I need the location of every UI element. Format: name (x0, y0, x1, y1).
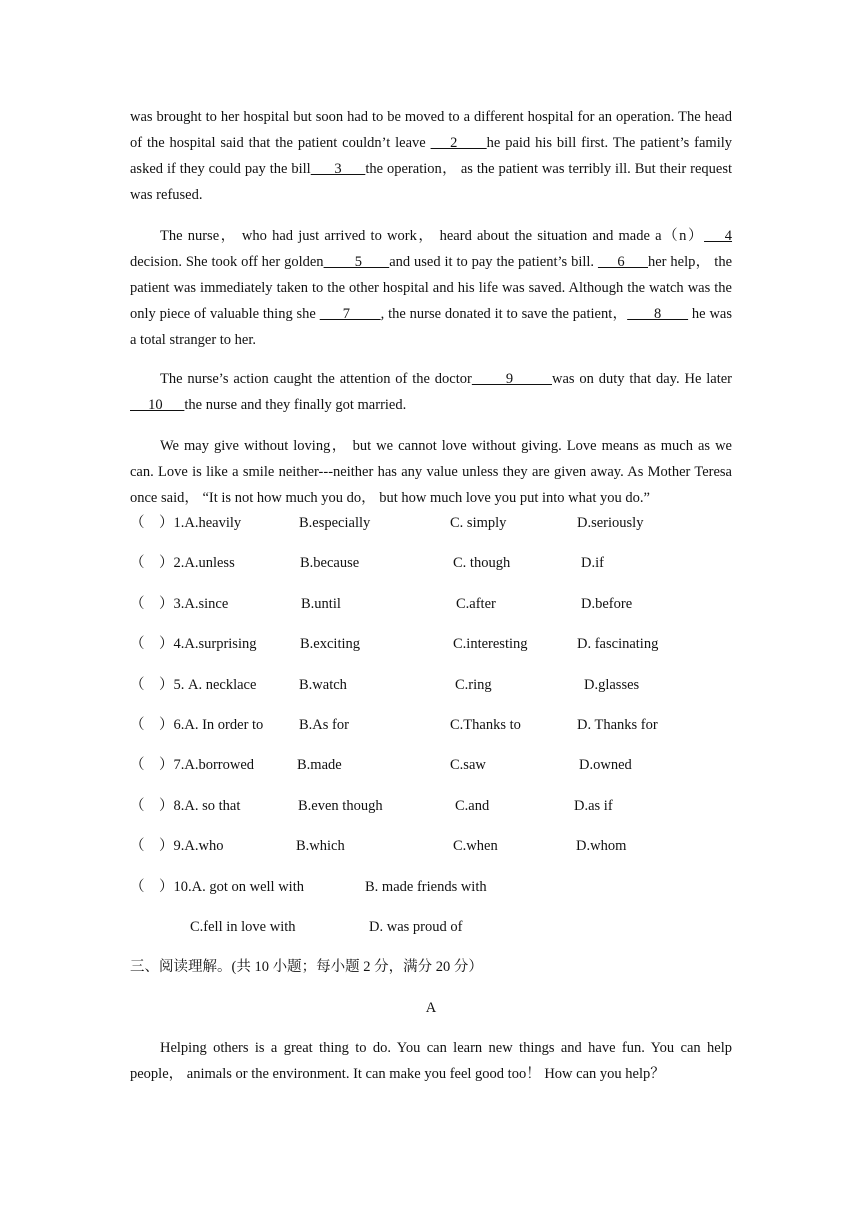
blank-7: 7 (319, 306, 381, 322)
question-7 (130, 752, 732, 778)
option-a: （ ）5. A. necklace (130, 677, 257, 693)
option-b: B.especially (299, 515, 371, 531)
option-d: D.before (581, 596, 633, 612)
text: The nurse’s action caught the attention of the doctor (160, 371, 472, 387)
option-d: D. was proud of (369, 919, 463, 935)
option-d: D.seriously (577, 515, 644, 531)
text: was on duty that day. He later (551, 371, 732, 387)
option-a: （ ）4.A.surprising (130, 636, 257, 652)
text: the operation， as the patient was terribly ill. But their request was refused. (130, 161, 732, 203)
question-5 (130, 672, 732, 698)
blank-2: 2 (430, 135, 487, 151)
cloze-paragraph-1 (130, 104, 732, 208)
option-a: （ ）2.A.unless (130, 555, 235, 571)
question-10-continued (130, 914, 732, 940)
option-a: （ ）7.A.borrowed (130, 757, 255, 773)
option-d: D.if (581, 555, 604, 571)
option-a: （ ）9.A.who (130, 838, 224, 854)
blank-4: 4 (704, 228, 733, 244)
text: the nurse and they finally got married. (184, 397, 407, 413)
question-8 (130, 793, 732, 819)
cloze-paragraph-2 (130, 223, 732, 353)
option-c: C.interesting (453, 636, 528, 652)
cloze-paragraph-4: We may give without loving， but we cannot love without giving. Love means as much as we can. Love is like a smile neither---neither has any value unless they are given away. As Mother Teresa once said， “It is not how much you do， but how much love you put into what you do.” (130, 438, 732, 506)
option-c: C.fell in love with (190, 919, 296, 935)
blank-6: 6 (597, 254, 648, 270)
blank-5: 5 (323, 254, 390, 270)
question-1 (130, 510, 732, 536)
option-a: （ ）3.A.since (130, 596, 229, 612)
option-b: B. made friends with (365, 879, 487, 895)
option-d: D. fascinating (577, 636, 659, 652)
option-a: （ ）6.A. In order to (130, 717, 264, 733)
option-b: B.even though (298, 798, 383, 814)
option-b: B.watch (299, 677, 347, 693)
option-c: C.saw (450, 757, 486, 773)
blank-3: 3 (310, 161, 366, 177)
blank-10: 10 (130, 397, 185, 413)
option-c: C. though (453, 555, 511, 571)
option-b: B.because (300, 555, 360, 571)
option-a: （ ）8.A. so that (130, 798, 241, 814)
option-a: （ ）1.A.heavily (130, 515, 242, 531)
question-4 (130, 631, 732, 657)
text: decision. She took off her golden (130, 254, 324, 270)
text: was brought to her hospital but soon had to be moved to a different hospital for an operation. The head of the hospital said that the patient couldn’t leave (130, 109, 732, 151)
text: The nurse， who had just arrived to work， heard about the situation and made a（n） (160, 228, 705, 244)
option-b: B.As for (299, 717, 349, 733)
option-c: C.and (455, 798, 490, 814)
text: her help， the patient was immediately taken to the other hospital and his life was saved. Although the watch was the only piece of valuable thing she (130, 254, 733, 322)
option-c: C.when (453, 838, 498, 854)
text: he was a total stranger to her. (130, 306, 732, 348)
option-d: D.whom (576, 838, 627, 854)
option-c: C.Thanks to (450, 717, 521, 733)
cloze-paragraph-3 (130, 366, 732, 418)
text: and used it to pay the patient’s bill. (389, 254, 598, 270)
option-b: B.which (296, 838, 345, 854)
section-title: 三、阅读理解。(共 10 小题；每小题 2 分，满分 20 分） (130, 959, 483, 975)
section-letter: A (425, 1000, 437, 1016)
blank-9: 9 (471, 371, 552, 387)
question-3 (130, 591, 732, 617)
question-2 (130, 550, 732, 576)
blank-8: 8 (627, 306, 689, 322)
option-d: D.owned (579, 757, 632, 773)
text: he paid his bill first. The patient’s family asked if they could pay the bill (130, 135, 733, 177)
option-c: C. simply (450, 515, 507, 531)
text: , the nurse donated it to save the patient， (380, 306, 628, 322)
option-a: （ ）10.A. got on well with (130, 879, 304, 895)
reading-paragraph-1: Helping others is a great thing to do. You can learn new things and have fun. You can help people， animals or the environment. It can make you feel good too！ How can you help？ (130, 1040, 732, 1082)
option-c: C.ring (455, 677, 492, 693)
option-b: B.made (297, 757, 342, 773)
option-b: B.until (301, 596, 341, 612)
question-9 (130, 833, 732, 859)
option-d: D.glasses (584, 677, 640, 693)
option-d: D. Thanks for (577, 717, 658, 733)
option-d: D.as if (574, 798, 613, 814)
option-c: C.after (456, 596, 496, 612)
option-b: B.exciting (300, 636, 361, 652)
question-6 (130, 712, 732, 738)
question-10 (130, 874, 732, 900)
